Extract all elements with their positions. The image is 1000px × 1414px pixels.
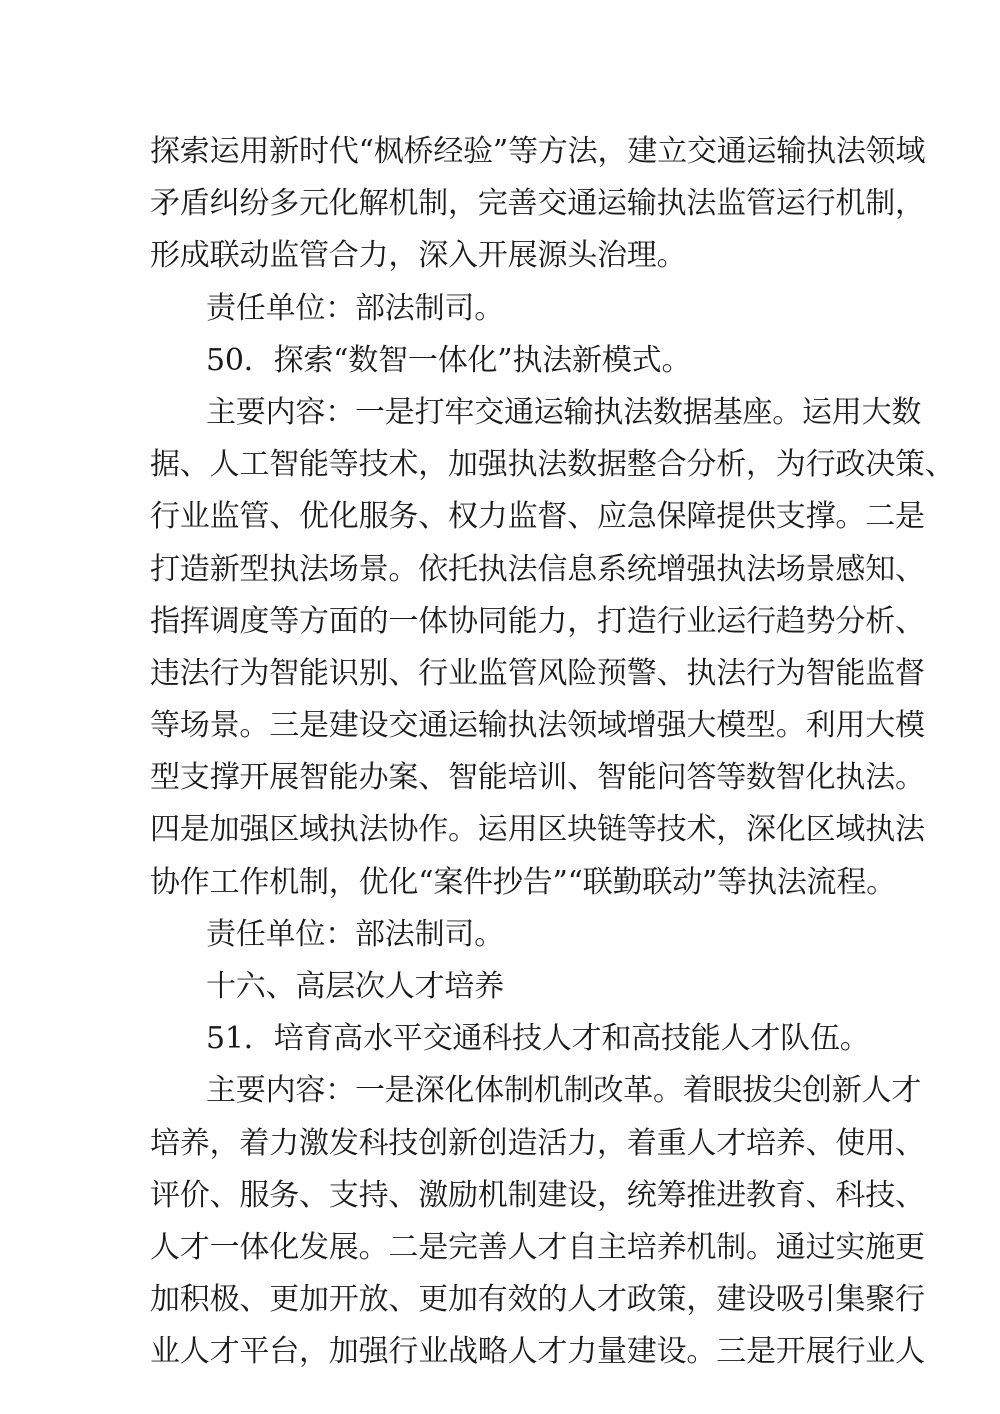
body-line: 行业监管、优化服务、权力监督、应急保障提供支撑。二是 — [150, 499, 925, 535]
main-content-paragraph-start: 主要内容：一是打牢交通运输执法数据基座。运用大数 — [206, 394, 922, 430]
body-line: 加积极、更加开放、更加有效的人才政策，建设吸引集聚行 — [150, 1282, 925, 1318]
main-content-paragraph-start: 主要内容：一是深化体制机制改革。着眼拔尖创新人才 — [206, 1073, 922, 1109]
body-line: 业人才平台，加强行业战略人才力量建设。三是开展行业人 — [150, 1334, 925, 1370]
document-body — [150, 126, 955, 1379]
item-heading-51: 51．培育高水平交通科技人才和高技能人才队伍。 — [206, 1021, 870, 1057]
body-line: 违法行为智能识别、行业监管风险预警、执法行为智能监督 — [150, 655, 925, 691]
body-line: 据、人工智能等技术，加强执法数据整合分析，为行政决策、 — [150, 447, 955, 483]
body-line: 协作工作机制，优化“案件抄告”“联勤联动”等执法流程。 — [150, 864, 896, 900]
body-line: 四是加强区域执法协作。运用区块链等技术，深化区域执法 — [150, 812, 925, 848]
body-line: 打造新型执法场景。依托执法信息系统增强执法场景感知、 — [150, 551, 925, 587]
body-line: 探索运用新时代“枫桥经验”等方法，建立交通运输执法领域 — [150, 134, 926, 169]
body-line: 评价、服务、支持、激励机制建设，统筹推进教育、科技、 — [150, 1177, 925, 1213]
section-heading-16: 十六、高层次人才培养 — [206, 969, 504, 1004]
body-line: 指挥调度等方面的一体协同能力，打造行业运行趋势分析、 — [150, 603, 925, 639]
body-line: 人才一体化发展。二是完善人才自主培养机制。通过实施更 — [150, 1229, 925, 1265]
responsible-unit-line: 责任单位：部法制司。 — [206, 290, 504, 326]
body-line: 培养，着力激发科技创新创造活力，着重人才培养、使用、 — [150, 1125, 925, 1161]
body-line: 等场景。三是建设交通运输执法领域增强大模型。利用大模 — [150, 708, 925, 744]
responsible-unit-line: 责任单位：部法制司。 — [206, 916, 504, 952]
item-heading-50: 50．探索“数智一体化”执法新模式。 — [206, 342, 692, 378]
body-line: 形成联动监管合力，深入开展源头治理。 — [150, 238, 687, 274]
body-line: 矛盾纠纷多元化解机制，完善交通运输执法监管运行机制， — [150, 186, 925, 222]
body-line: 型支撑开展智能办案、智能培训、智能问答等数智化执法。 — [150, 760, 925, 796]
